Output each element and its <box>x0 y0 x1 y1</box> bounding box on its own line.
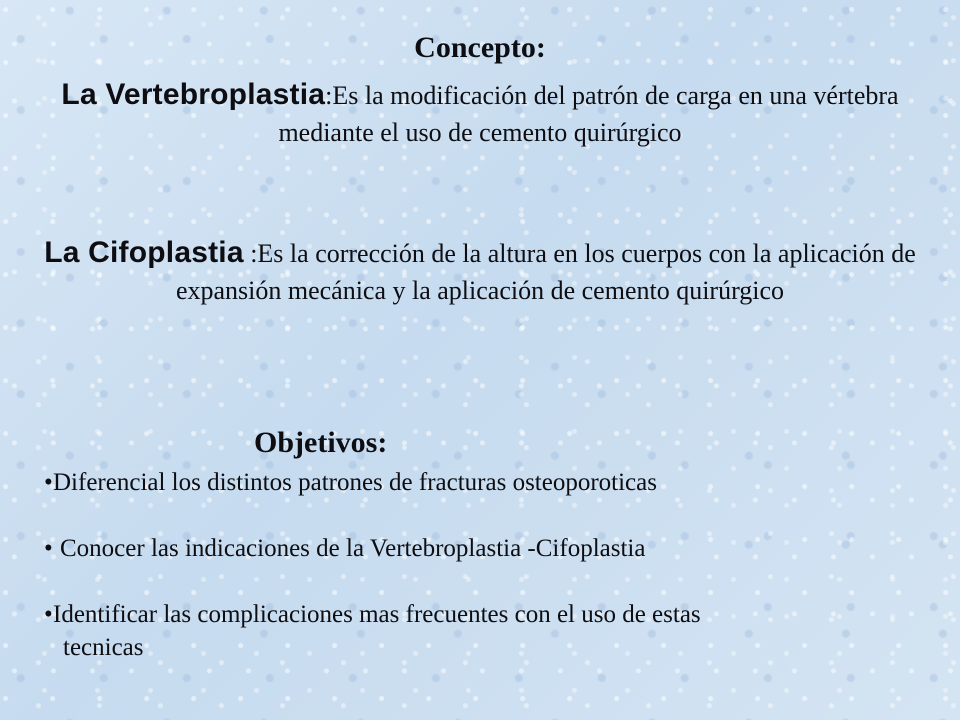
vertebroplastia-text: :Es la modificación del patrón de carga en una vértebra mediante el uso de cemento quirúrgico <box>278 81 899 147</box>
cifoplastia-term: La Cifoplastia <box>44 236 244 269</box>
vertebroplastia-definition <box>40 76 920 151</box>
objetivo-text: Conocer las indicaciones de la Vertebroplastia -Cifoplastia <box>60 535 646 562</box>
list-item <box>44 532 924 565</box>
objetivo-text: Diferencial los distintos patrones de fracturas osteoporoticas <box>53 469 657 496</box>
objetivos-heading: Objetivos: <box>254 426 388 459</box>
objetivo-text-continued: tecnicas <box>63 634 144 661</box>
cifoplastia-definition <box>40 234 920 309</box>
bullet-icon: • <box>44 469 53 496</box>
cifoplastia-text: :Es la corrección de la altura en los cuerpos con la aplicación de expansión mecánica y la aplicación de cemento quirúrgico <box>175 239 916 305</box>
concept-heading: Concepto: <box>414 31 546 64</box>
objetivos-list <box>44 466 924 697</box>
bullet-icon: • <box>44 535 53 562</box>
list-item <box>44 598 924 664</box>
bullet-icon: • <box>44 601 53 628</box>
vertebroplastia-term: La Vertebroplastia <box>61 78 326 111</box>
list-item <box>44 466 924 499</box>
objetivo-text: Identificar las complicaciones mas frecuentes con el uso de estas <box>53 601 701 628</box>
